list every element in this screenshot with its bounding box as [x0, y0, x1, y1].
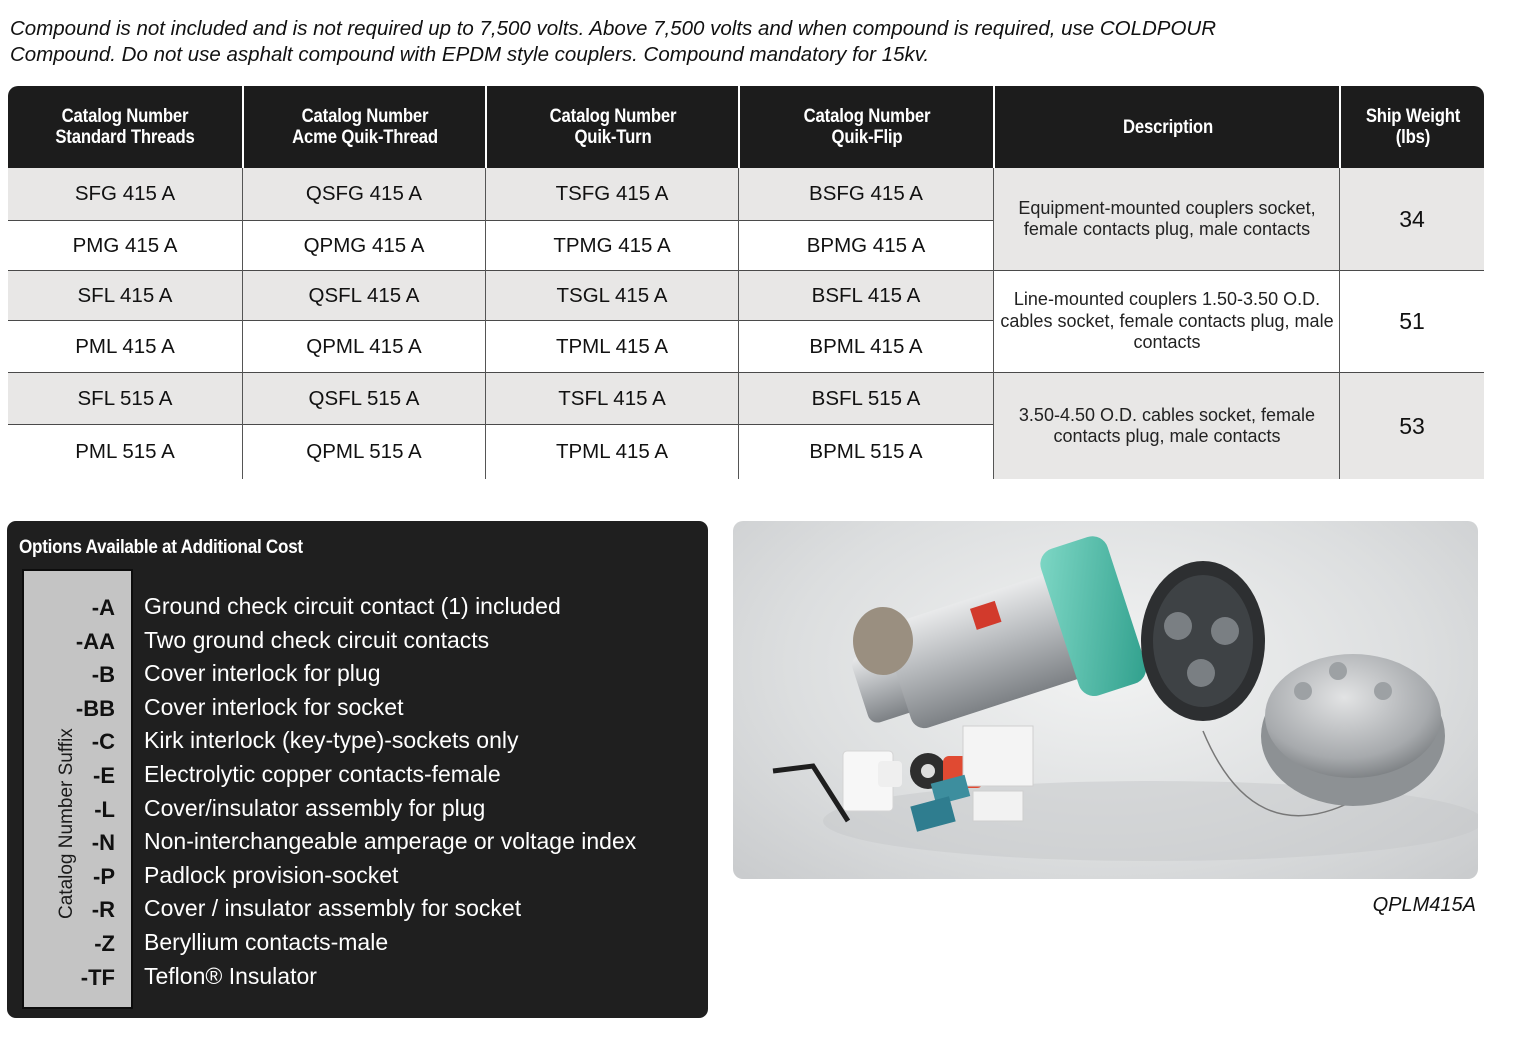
cell-quik-turn: TSGL 415 A — [556, 283, 668, 307]
column-divider — [738, 168, 739, 479]
option-text: Teflon® Insulator — [144, 963, 317, 989]
header-divider — [1339, 86, 1341, 168]
option-text: Non-interchangeable amperage or voltage index — [144, 828, 637, 854]
description-cell: 3.50-4.50 O.D. cables socket, female contacts plug, male contacts — [994, 373, 1340, 479]
option-text: Electrolytic copper contacts-female — [144, 761, 501, 787]
cell-acme: QPML 415 A — [306, 334, 422, 358]
header-quik-turn: Catalog Number Quik-Turn — [549, 106, 677, 148]
product-photo — [733, 521, 1478, 879]
weight-cell: 51 — [1340, 271, 1484, 372]
column-divider — [993, 168, 994, 479]
cell-standard: SFL 415 A — [77, 283, 173, 307]
table-row — [8, 373, 994, 424]
option-text: Cover / insulator assembly for socket — [144, 895, 522, 921]
photo-caption: QPLM415A — [1372, 894, 1476, 916]
description-cell: Line-mounted couplers 1.50-3.50 O.D. cables socket, female contacts plug, male contacts — [994, 271, 1340, 372]
cell-quik-turn: TSFL 415 A — [558, 386, 666, 410]
option-text: Cover interlock for plug — [144, 660, 381, 686]
cell-quik-turn: TSFG 415 A — [555, 182, 669, 205]
header-divider — [485, 86, 487, 168]
description-cell: Equipment-mounted couplers socket, female contacts plug, male contacts — [994, 168, 1340, 270]
table-row — [8, 425, 994, 479]
cell-quik-flip: BPML 415 A — [809, 334, 923, 358]
option-code: -C — [91, 729, 115, 754]
cell-standard: PML 415 A — [75, 334, 175, 358]
header-ship-weight: Ship Weight (lbs) — [1365, 106, 1461, 148]
cell-quik-flip: BPML 515 A — [809, 440, 923, 463]
option-code: -AA — [75, 629, 115, 654]
column-divider — [1339, 168, 1340, 479]
cell-standard: PML 515 A — [75, 440, 175, 463]
cell-quik-flip: BSFG 415 A — [809, 182, 923, 205]
option-text: Two ground check circuit contacts — [144, 627, 490, 653]
cell-quik-turn: TPML 415 A — [555, 334, 669, 358]
option-code: -E — [93, 763, 115, 788]
cell-acme: QPML 515 A — [306, 440, 422, 463]
option-code: -P — [93, 864, 115, 889]
cell-quik-flip: BSFL 515 A — [811, 386, 921, 410]
intro-note: Compound is not included and is not required up to 7,500 volts. Above 7,500 volts and when compound is required, use COLDPOUR Compound. Do not use asphalt compound with EPDM style couplers. Compound mandatory for 15kv. — [10, 17, 1217, 66]
table-row — [8, 271, 994, 320]
header-description: Description — [1122, 116, 1214, 138]
weight-cell: 34 — [1340, 168, 1484, 270]
option-text: Kirk interlock (key-type)-sockets only — [144, 727, 519, 753]
header-acme-quik-thread: Catalog Number Acme Quik-Thread — [292, 106, 438, 148]
option-text: Beryllium contacts-male — [144, 929, 389, 955]
cell-quik-flip: BSFL 415 A — [811, 283, 921, 307]
column-divider — [242, 168, 243, 479]
header-divider — [993, 86, 995, 168]
option-code: -TF — [80, 965, 115, 990]
header-divider — [738, 86, 740, 168]
cell-acme: QSFL 515 A — [308, 386, 420, 410]
option-code: -N — [91, 830, 115, 855]
option-code: -L — [94, 797, 115, 822]
catalog-table — [8, 86, 1484, 479]
option-code: -Z — [94, 931, 115, 956]
cell-acme: QSFG 415 A — [305, 182, 423, 205]
table-row — [8, 221, 994, 270]
table-header — [8, 86, 1484, 168]
option-code: -B — [91, 662, 115, 687]
cell-quik-flip: BPMG 415 A — [806, 233, 926, 257]
option-text: Cover/insulator assembly for plug — [144, 795, 486, 821]
cell-standard: PMG 415 A — [72, 233, 178, 257]
table-row — [8, 168, 994, 220]
option-text: Ground check circuit contact (1) included — [144, 593, 561, 619]
options-panel — [7, 521, 708, 1018]
cell-quik-turn: TPML 415 A — [555, 440, 669, 463]
options-title: Options Available at Additional Cost — [19, 537, 303, 558]
coupler-illustration — [733, 521, 1478, 879]
cell-quik-turn: TPMG 415 A — [553, 233, 671, 257]
column-divider — [485, 168, 486, 479]
cell-standard: SFL 515 A — [77, 386, 173, 410]
option-code: -A — [91, 595, 115, 620]
header-standard-threads: Catalog Number Standard Threads — [55, 106, 195, 148]
cell-acme: QPMG 415 A — [303, 233, 425, 257]
header-quik-flip: Catalog Number Quik-Flip — [803, 106, 931, 148]
cell-acme: QSFL 415 A — [308, 283, 420, 307]
option-code: -BB — [75, 696, 115, 721]
cell-standard: SFG 415 A — [74, 182, 176, 205]
table-row — [8, 321, 994, 372]
option-text: Padlock provision-socket — [144, 862, 399, 888]
header-divider — [242, 86, 244, 168]
option-text: Cover interlock for socket — [144, 694, 404, 720]
suffix-label: Catalog Number Suffix — [56, 728, 77, 919]
option-code: -R — [91, 897, 115, 922]
weight-cell: 53 — [1340, 373, 1484, 479]
